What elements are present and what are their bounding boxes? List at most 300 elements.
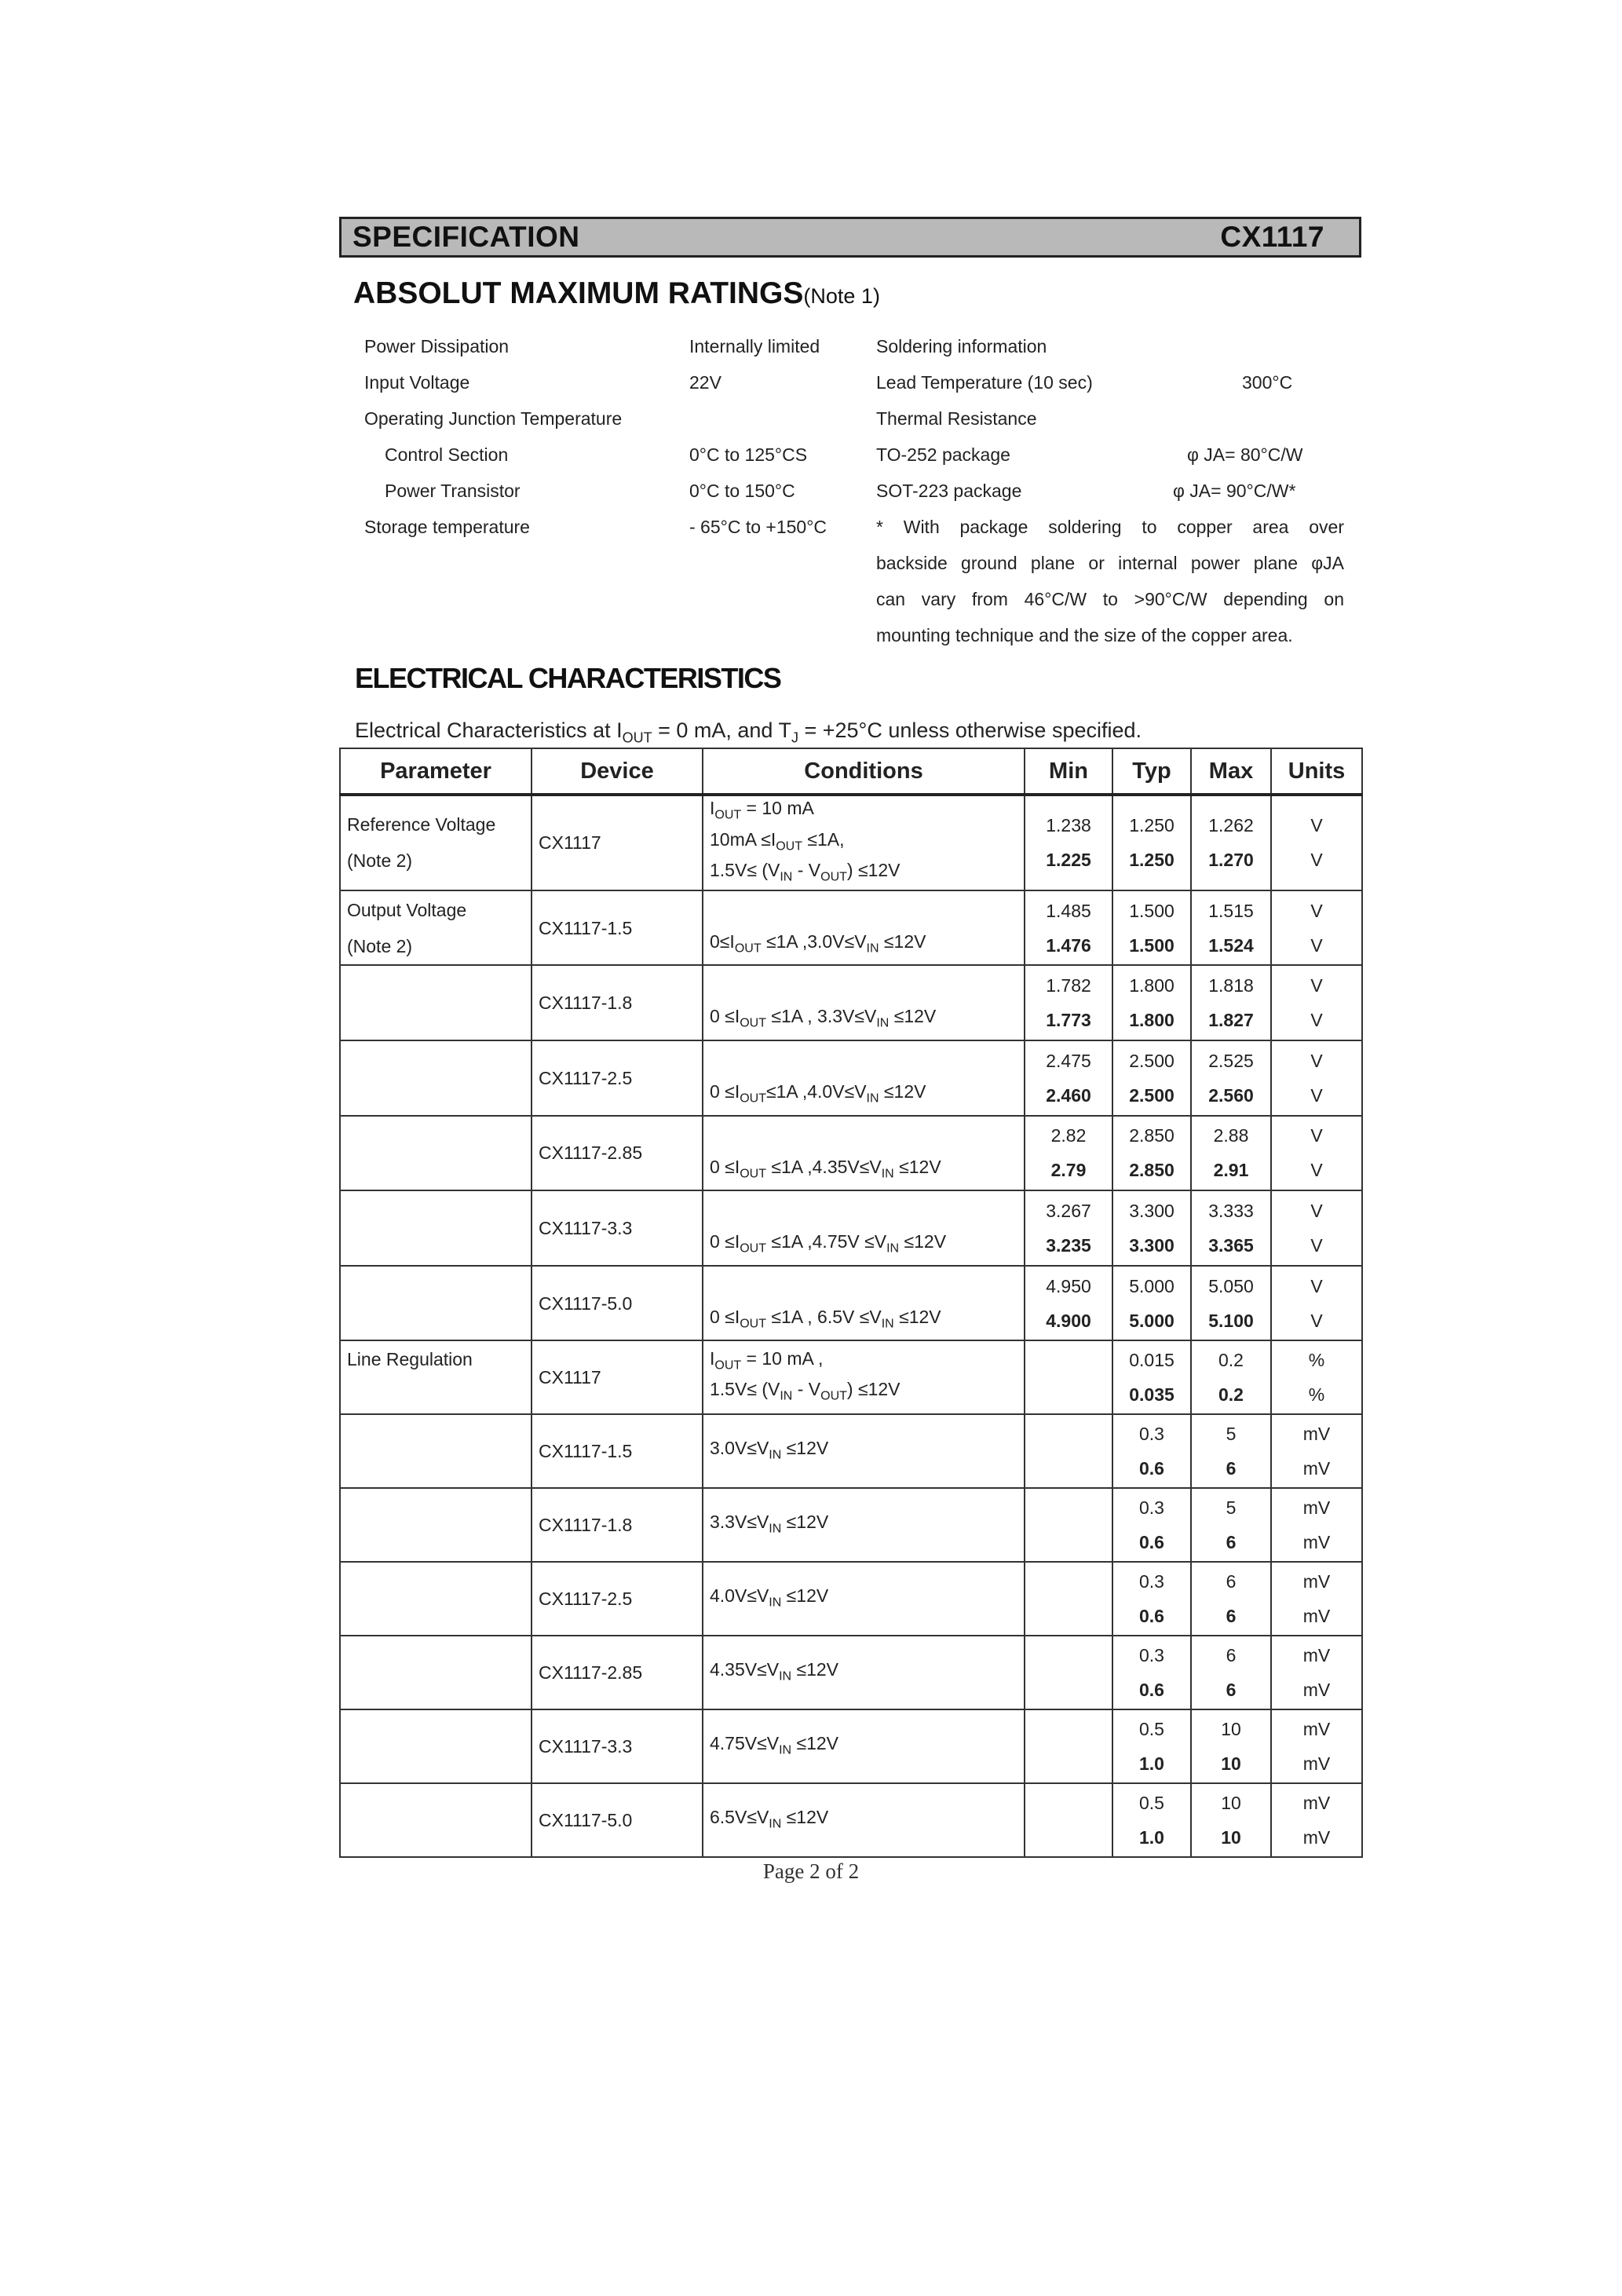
column-header: Min [1025,748,1112,795]
cell-units [1271,1488,1362,1562]
cell-max [1191,1562,1271,1636]
cell-min [1025,1040,1112,1116]
units-value: mV [1302,1571,1331,1592]
parameter-line [347,1228,531,1264]
cell-units [1271,795,1362,890]
cell-device: CX1117-5.0 [532,1783,703,1857]
table-row [340,1783,1362,1857]
typ-value: 1.500 [1129,934,1174,956]
cell-parameter [340,1783,532,1857]
min-value [1025,1673,1112,1707]
cell-conditions [703,1190,1025,1266]
max-value: 1.515 [1208,900,1254,921]
cell-conditions [703,795,1025,890]
cell-min [1025,890,1112,966]
max-value: 1.524 [1208,934,1254,956]
min-value: 1.238 [1046,815,1091,836]
ec-heading: ELECTRICAL CHARACTERISTICS [355,662,781,694]
cell-typ [1112,1636,1191,1709]
amr-footnote-line: can vary from 46°C/W to >90°C/W depending on [876,589,1344,609]
units-value: mV [1302,1458,1331,1479]
parameter-line [347,1489,531,1525]
units-value: V [1310,1050,1323,1071]
cell-min [1025,1266,1112,1341]
amr-right-label: SOT-223 package [876,481,1022,501]
max-value: 10 [1221,1753,1241,1775]
parameter-line [347,1153,531,1189]
typ-value: 1.0 [1139,1827,1164,1848]
cell-min [1025,965,1112,1040]
cell-max [1191,1340,1271,1414]
max-value: 10 [1221,1827,1241,1848]
parameter-line [347,1415,531,1451]
max-value: 5 [1226,1424,1237,1445]
typ-value: 2.500 [1129,1050,1174,1071]
amr-right-label: TO-252 package [876,444,1010,465]
banner-title: SPECIFICATION [353,221,580,253]
typ-value: 0.6 [1139,1680,1164,1701]
amr-right-label: Soldering information [876,336,1047,356]
ec-intro [355,718,1142,746]
min-value [1025,1746,1112,1781]
typ-value: 1.250 [1129,815,1174,836]
cell-max [1191,1414,1271,1488]
condition-line: $3.3V\le V_{IN} \le 12V$ [710,1511,829,1536]
cell-typ [1112,795,1191,890]
max-value: 6 [1226,1606,1237,1627]
parameter-line [347,1636,531,1673]
cell-conditions [703,1340,1025,1414]
ec-intro-b-sub: J [791,729,798,746]
min-value: 4.900 [1046,1310,1091,1331]
parameter-line [347,1563,531,1599]
parameter-line [347,1599,531,1635]
condition-line: $0 \le I_{OUT} \le 1A$ $,4.35V\le V_{IN} \le 12V$ [710,1156,941,1181]
max-value: 6 [1226,1532,1237,1553]
cell-max [1191,795,1271,890]
cell-max [1191,1783,1271,1857]
max-value: 1.818 [1208,975,1254,996]
cell-max [1191,965,1271,1040]
cell-typ [1112,965,1191,1040]
cell-device: CX1117-3.3 [532,1709,703,1783]
min-value: 2.79 [1050,1160,1087,1181]
cell-min [1025,1190,1112,1266]
min-value: 4.950 [1046,1275,1091,1296]
min-value: 1.476 [1046,934,1091,956]
condition-line: $0 \le I_{OUT} \le 1A$ , $3.3V\le V_{IN} \le 12V$ [710,1006,937,1030]
cell-device: CX1117-3.3 [532,1190,703,1266]
amr-left-value: 0°C to 125°CS [689,444,808,465]
cell-max [1191,1266,1271,1341]
cell-device: CX1117-2.5 [532,1562,703,1636]
table-row [340,1636,1362,1709]
column-header: Max [1191,748,1271,795]
min-value [1025,1820,1112,1855]
cell-min [1025,1636,1112,1709]
condition-line: $4.0V\le V_{IN} \le 12V$ [710,1585,829,1610]
cell-device: CX1117-5.0 [532,1266,703,1341]
cell-parameter [340,795,532,890]
cell-device: CX1117-1.5 [532,890,703,966]
cell-max [1191,1488,1271,1562]
condition-line: $10mA \le I_{OUT} \le 1A$, [710,828,845,854]
cell-min [1025,1709,1112,1783]
cell-typ [1112,1488,1191,1562]
min-value [1025,1712,1112,1746]
min-value: 2.82 [1050,1125,1087,1146]
typ-value: 5.000 [1129,1275,1174,1296]
max-value: 6 [1226,1680,1237,1701]
typ-value: 0.5 [1139,1719,1164,1740]
cell-typ [1112,1340,1191,1414]
parameter-line [347,967,531,1003]
min-value: 1.225 [1046,850,1091,871]
min-value [1025,1525,1112,1559]
units-value: mV [1302,1606,1331,1627]
amr-left-value: 22V [689,372,721,393]
condition-line: $1.5V\le (V_{IN} - V_{OUT}) \le 12V$ [710,1379,901,1403]
cell-units [1271,890,1362,966]
typ-value: 5.000 [1129,1310,1174,1331]
amr-heading [353,276,880,311]
cell-parameter [340,1636,532,1709]
parameter-line [347,1673,531,1709]
electrical-characteristics-table [339,748,1363,1858]
parameter-line: (Note 2) [347,850,413,872]
cell-parameter [340,965,532,1040]
parameter-line [347,1710,531,1746]
min-value [1025,1564,1112,1599]
max-value: 1.270 [1208,850,1254,871]
condition-line: $4.75V\le V_{IN} \le 12V$ [710,1732,839,1757]
typ-value: 2.850 [1129,1125,1174,1146]
amr-left-value: Internally limited [689,336,820,356]
cell-max [1191,1190,1271,1266]
condition-line: $0\le I_{OUT} \le 1A$ $,3.0V\le V_{IN} \le 12V$ [710,930,926,956]
typ-value: 2.500 [1129,1084,1174,1106]
max-value: 0.2 [1218,1350,1244,1371]
page-footer: Page 2 of 2 [762,1859,860,1883]
max-value: 0.2 [1218,1384,1244,1406]
typ-value: 3.300 [1129,1200,1174,1221]
ec-intro-c: = +25°C unless otherwise specified. [798,718,1142,742]
max-value: 5.100 [1208,1310,1254,1331]
condition-line [710,966,1024,1000]
units-value: mV [1302,1424,1331,1445]
table-row [340,965,1362,1040]
cell-device: CX1117-2.85 [532,1116,703,1191]
amr-footnote-line: mounting technique and the size of the copper area. [876,625,1293,645]
units-value: mV [1302,1793,1331,1814]
cell-units [1271,1636,1362,1709]
column-header: Typ [1112,748,1191,795]
cell-max [1191,890,1271,966]
ec-intro-a-sub: OUT [622,729,652,746]
cell-parameter [340,1190,532,1266]
units-value: mV [1302,1719,1331,1740]
cell-conditions [703,1040,1025,1116]
units-value: mV [1302,1532,1331,1553]
cell-typ [1112,1783,1191,1857]
parameter-line [347,1451,531,1487]
units-value: V [1310,900,1323,921]
condition-line [710,1041,1024,1076]
table-row [340,1040,1362,1116]
units-value: % [1308,1384,1325,1406]
parameter-line [347,1746,531,1782]
banner-part-number: CX1117 [1220,221,1324,253]
cell-units [1271,1709,1362,1783]
max-value: 3.365 [1208,1234,1254,1256]
units-value: V [1310,815,1323,836]
parameter-line [347,1267,531,1303]
cell-units [1271,1116,1362,1191]
cell-min [1025,1414,1112,1488]
ec-intro-b: = 0 mA, and T [652,718,791,742]
cell-units [1271,1190,1362,1266]
min-value [1025,1599,1112,1633]
spec-banner [339,217,1361,258]
amr-right-label: Thermal Resistance [876,408,1037,429]
table-header-row [340,748,1362,795]
table-row [340,795,1362,890]
cell-device: CX1117-1.8 [532,1488,703,1562]
parameter-line [347,1820,531,1856]
amr-left-value: - 65°C to +150°C [689,517,827,537]
min-value: 2.460 [1046,1084,1091,1106]
units-value: mV [1302,1645,1331,1666]
table-row [340,1266,1362,1341]
cell-min [1025,1116,1112,1191]
table-row [340,890,1362,966]
cell-conditions [703,1116,1025,1191]
column-header: Device [532,748,703,795]
max-value: 2.91 [1213,1160,1249,1181]
units-value: V [1310,850,1323,871]
units-value: V [1310,1010,1323,1031]
condition-line [710,1191,1024,1226]
column-header: Units [1271,748,1362,795]
column-header: Conditions [703,748,1025,795]
min-value: 1.782 [1046,975,1091,996]
typ-value: 1.0 [1139,1753,1164,1775]
cell-min [1025,1340,1112,1414]
max-value: 3.333 [1208,1200,1254,1221]
max-value: 5 [1226,1497,1237,1519]
min-value [1025,1377,1112,1412]
condition-line: $3.0V\le V_{IN} \le 12V$ [710,1437,829,1462]
cell-units [1271,1562,1362,1636]
cell-min [1025,1783,1112,1857]
max-value: 6 [1226,1458,1237,1479]
units-value: V [1310,1310,1323,1331]
condition-line: $I_{OUT} = 10$ mA [710,798,814,822]
parameter-line: (Note 2) [347,935,413,956]
cell-min [1025,1562,1112,1636]
typ-value: 1.500 [1129,900,1174,921]
cell-conditions [703,1636,1025,1709]
condition-line: $0 \le I_{OUT} \le 1A$ , $6.5V \le V_{IN} \le 12V$ [710,1306,941,1331]
cell-device: CX1117-1.8 [532,965,703,1040]
table-row [340,1562,1362,1636]
cell-parameter [340,1340,532,1414]
condition-line: $0 \le I_{OUT} \le 1A$ $,4.75V \le V_{IN} \le 12V$ [710,1231,947,1256]
parameter-line [347,1117,531,1153]
cell-units [1271,1414,1362,1488]
cell-units [1271,1340,1362,1414]
cell-device: CX1117 [532,795,703,890]
amr-left-label: Power Transistor [385,481,521,501]
table-row [340,1116,1362,1191]
condition-line: $I_{OUT} = 10$ mA , [710,1347,824,1373]
max-value: 2.525 [1208,1050,1254,1071]
amr-footnote-line: * With package soldering to copper area over [876,517,1344,537]
amr-right-value: φ JA= 80°C/W [1187,444,1303,465]
amr-note: (Note 1) [803,284,880,308]
typ-value: 0.6 [1139,1606,1164,1627]
cell-conditions [703,1783,1025,1857]
cell-conditions [703,1488,1025,1562]
cell-typ [1112,1562,1191,1636]
parameter-line [347,1078,531,1114]
condition-line [710,891,1024,926]
units-value: V [1310,1125,1323,1146]
parameter-line [347,1192,531,1228]
column-header: Parameter [340,748,532,795]
cell-device: CX1117-2.5 [532,1040,703,1116]
typ-value: 1.800 [1129,975,1174,996]
units-value: mV [1302,1827,1331,1848]
table-row [340,1340,1362,1414]
cell-parameter [340,1709,532,1783]
cell-parameter [340,1040,532,1116]
min-value: 2.475 [1046,1050,1091,1071]
cell-typ [1112,1040,1191,1116]
condition-line: $1.5V\le (V_{IN} - V_{OUT}) \le 12V$ [710,860,901,884]
parameter-line [347,1377,531,1413]
typ-value: 0.3 [1139,1424,1164,1445]
cell-max [1191,1709,1271,1783]
cell-max [1191,1116,1271,1191]
cell-typ [1112,1266,1191,1341]
ec-intro-a: Electrical Characteristics at I [355,718,623,742]
max-value: 1.827 [1208,1010,1254,1031]
cell-typ [1112,890,1191,966]
units-value: V [1310,975,1323,996]
parameter-line: Output Voltage [347,899,467,920]
cell-units [1271,965,1362,1040]
min-value: 1.485 [1046,900,1091,921]
units-value: mV [1302,1680,1331,1701]
min-value: 3.267 [1046,1200,1091,1221]
condition-line: $0 \le I_{OUT}\le 1A$ $,4.0V\le V_{IN} \le 12V$ [710,1080,926,1106]
max-value: 6 [1226,1571,1237,1592]
units-value: mV [1302,1497,1331,1519]
min-value [1025,1490,1112,1525]
typ-value: 0.015 [1129,1350,1174,1371]
min-value: 1.773 [1046,1010,1091,1031]
parameter-line: Reference Voltage [347,814,496,835]
typ-value: 0.3 [1139,1571,1164,1592]
table-row [340,1190,1362,1266]
amr-left-label: Storage temperature [364,517,530,537]
condition-line: $6.5V\le V_{IN} \le 12V$ [710,1806,829,1831]
min-value [1025,1343,1112,1377]
units-value: V [1310,1234,1323,1256]
amr-left-value: 0°C to 150°C [689,481,795,501]
min-value [1025,1417,1112,1451]
cell-parameter [340,890,532,966]
cell-typ [1112,1709,1191,1783]
amr-right-value: φ JA= 90°C/W* [1173,481,1296,501]
units-value: V [1310,1084,1323,1106]
parameter-line [347,1303,531,1340]
cell-units [1271,1266,1362,1341]
parameter-line: Line Regulation [347,1349,473,1370]
cell-max [1191,1040,1271,1116]
cell-conditions [703,1266,1025,1341]
typ-value: 3.300 [1129,1234,1174,1256]
units-value: V [1310,1200,1323,1221]
cell-conditions [703,1562,1025,1636]
cell-max [1191,1636,1271,1709]
amr-footnote-line: backside ground plane or internal power plane φJA [876,553,1344,573]
condition-line [710,1267,1024,1301]
condition-line [710,1117,1024,1151]
cell-typ [1112,1414,1191,1488]
max-value: 2.560 [1208,1084,1254,1106]
cell-conditions [703,965,1025,1040]
cell-device: CX1117-1.5 [532,1414,703,1488]
cell-typ [1112,1190,1191,1266]
max-value: 6 [1226,1645,1237,1666]
units-value: % [1308,1350,1325,1371]
cell-parameter [340,1488,532,1562]
max-value: 10 [1221,1793,1241,1814]
cell-parameter [340,1116,532,1191]
cell-conditions [703,1414,1025,1488]
units-value: V [1310,934,1323,956]
max-value: 5.050 [1208,1275,1254,1296]
table-row [340,1414,1362,1488]
amr-left-label: Input Voltage [364,372,470,393]
amr-left-label: Control Section [385,444,509,465]
parameter-line [347,1042,531,1078]
amr-right-label: Lead Temperature (10 sec) [876,372,1093,393]
amr-right-value: 300°C [1242,372,1293,393]
typ-value: 0.6 [1139,1532,1164,1553]
cell-units [1271,1783,1362,1857]
condition-line: $4.35V\le V_{IN} \le 12V$ [710,1658,839,1684]
typ-value: 0.3 [1139,1645,1164,1666]
typ-value: 0.5 [1139,1793,1164,1814]
parameter-line [347,1003,531,1039]
cell-device: CX1117 [532,1340,703,1414]
table-row [340,1709,1362,1783]
parameter-line [347,1784,531,1820]
amr-left-label: Power Dissipation [364,336,510,356]
max-value: 1.262 [1208,815,1254,836]
cell-device: CX1117-2.85 [532,1636,703,1709]
units-value: V [1310,1160,1323,1181]
cell-parameter [340,1562,532,1636]
table-row [340,1488,1362,1562]
min-value [1025,1786,1112,1820]
typ-value: 2.850 [1129,1160,1174,1181]
cell-parameter [340,1414,532,1488]
cell-conditions [703,1709,1025,1783]
